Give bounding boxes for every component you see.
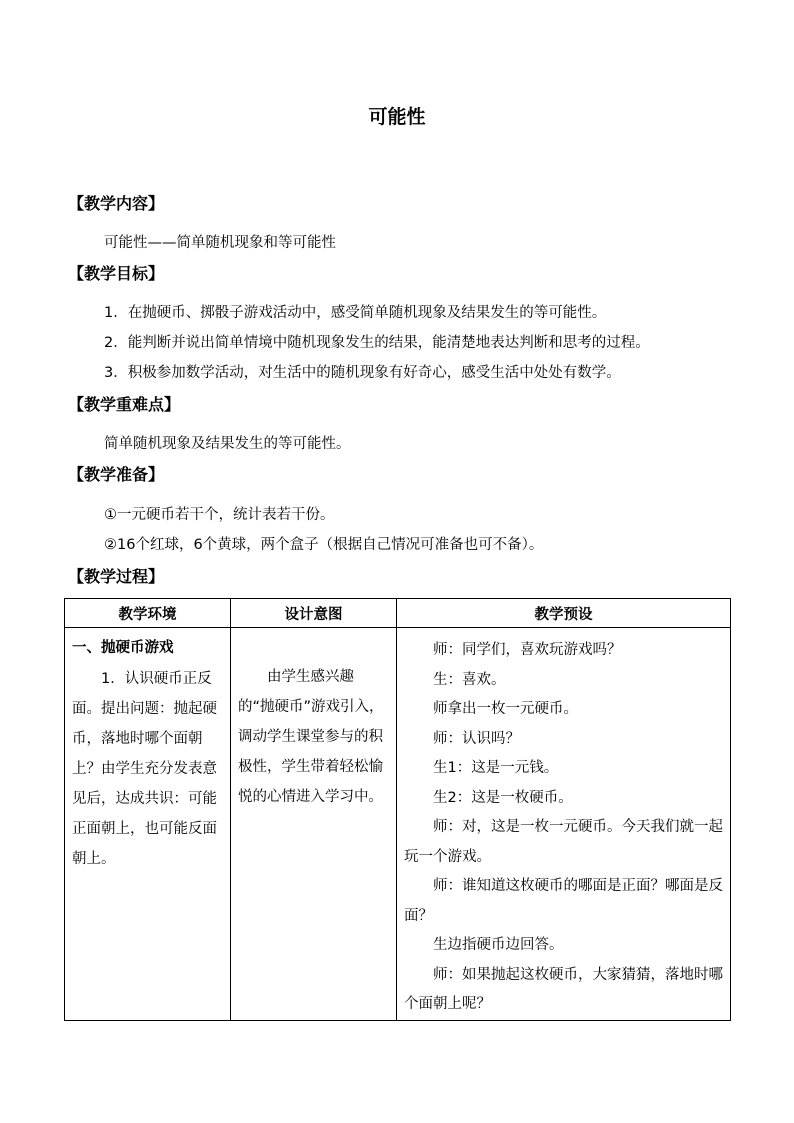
dialogue-line: 师：如果抛起这枚硬币，大家猜猜，落地时哪个面朝上呢？ bbox=[404, 966, 723, 1012]
header-teaching-environment: 教学环境 bbox=[65, 599, 231, 628]
header-design-intent: 设计意图 bbox=[231, 599, 397, 628]
section-title-coin-game: 一、抛硬币游戏 bbox=[72, 640, 174, 656]
dialogue-line: 师：同学们，喜欢玩游戏吗？ bbox=[433, 642, 622, 658]
cell-design-intent bbox=[231, 628, 397, 1021]
cell-teaching-environment bbox=[65, 628, 231, 1021]
header-teaching-plan: 教学预设 bbox=[397, 599, 731, 628]
dialogue-line: 师拿出一枚一元硬币。 bbox=[433, 701, 578, 717]
dialogue-line: 生2：这是一枚硬币。 bbox=[433, 789, 573, 806]
table-row bbox=[65, 628, 731, 1021]
heading-teaching-content: 【教学内容】 bbox=[68, 194, 165, 213]
heading-teaching-process: 【教学过程】 bbox=[68, 567, 165, 586]
dialogue-line: 生边指硬币边回答。 bbox=[433, 937, 564, 953]
heading-teaching-goals: 【教学目标】 bbox=[68, 264, 165, 283]
heading-key-points: 【教学重难点】 bbox=[68, 395, 181, 414]
document-title: 可能性 bbox=[368, 106, 426, 128]
table-header-row bbox=[65, 599, 731, 628]
key-points-text: 简单随机现象及结果发生的等可能性。 bbox=[104, 436, 351, 452]
dialogue-line: 生1：这是一元钱。 bbox=[433, 760, 559, 776]
environment-text: 1．认识硬币正反面。提出问题：抛起硬币，落地时哪个面朝上？由学生充分发表意见后，达成共识：可能正面朝上，也可能反面朝上。 bbox=[72, 671, 217, 867]
cell-teaching-plan bbox=[397, 628, 731, 1021]
design-intent-text: 由学生感兴趣的“抛硬币”游戏引入，调动学生课堂参与的积极性，学生带着轻松愉悦的心情进入学习中。 bbox=[238, 669, 384, 805]
dialogue-line: 师：对，这是一枚一元硬币。今天我们就一起玩一个游戏。 bbox=[404, 819, 723, 865]
goal-item-1: 1．在抛硬币、掷骰子游戏活动中，感受简单随机现象及结果发生的等可能性。 bbox=[104, 305, 607, 321]
preparation-item-2: ②16个红球，6个黄球，两个盒子（根据自己情况可准备也可不备）。 bbox=[104, 537, 544, 553]
preparation-item-1: ①一元硬币若干个，统计表若干份。 bbox=[104, 507, 335, 523]
dialogue-line: 师：谁知道这枚硬币的哪面是正面？哪面是反面？ bbox=[404, 878, 723, 924]
teaching-content-text: 可能性——简单随机现象和等可能性 bbox=[104, 235, 336, 251]
heading-preparation: 【教学准备】 bbox=[68, 465, 165, 484]
dialogue-line: 师：认识吗？ bbox=[433, 730, 520, 747]
goal-item-3: 3．积极参加数学活动，对生活中的随机现象有好奇心，感受生活中处处有数学。 bbox=[104, 365, 621, 381]
goal-item-2: 2．能判断并说出简单情境中随机现象发生的结果，能清楚地表达判断和思考的过程。 bbox=[104, 335, 650, 351]
teaching-process-table bbox=[64, 598, 731, 1021]
dialogue-line: 生：喜欢。 bbox=[433, 671, 506, 688]
